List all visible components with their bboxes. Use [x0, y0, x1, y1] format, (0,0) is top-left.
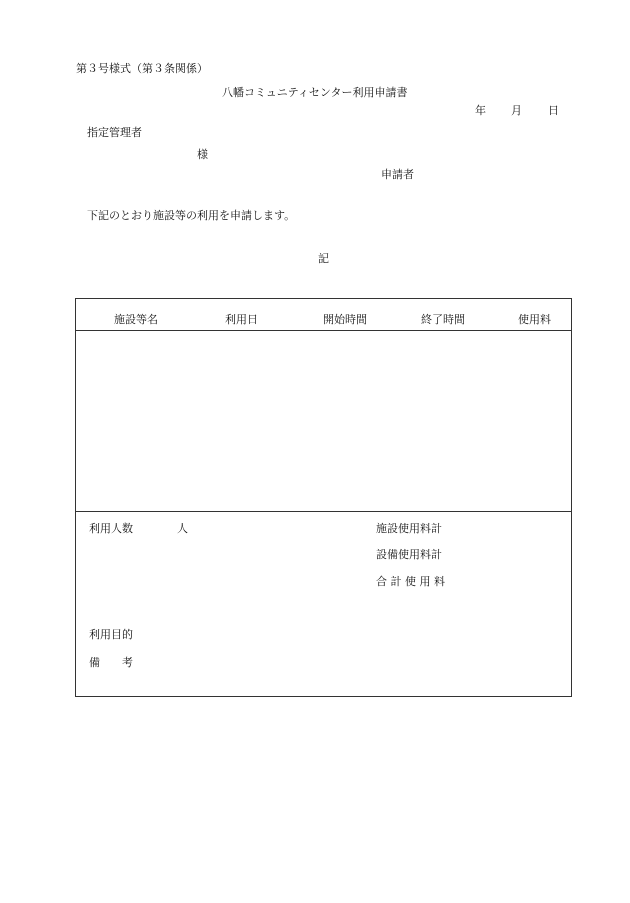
equipment-fee-total-label: 設備使用料計	[376, 548, 442, 561]
form-number: 第３号様式（第３条関係）	[76, 62, 208, 75]
application-table	[75, 298, 572, 697]
header-start-time: 開始時間	[323, 313, 367, 326]
date-day-label: 日	[548, 104, 559, 117]
document-title: 八幡コミュニティセンター利用申請書	[222, 86, 408, 99]
application-statement: 下記のとおり施設等の利用を申請します。	[87, 209, 296, 222]
header-end-time: 終了時間	[421, 313, 465, 326]
facility-fee-total-label: 施設使用料計	[376, 522, 442, 535]
ki-heading: 記	[318, 252, 329, 265]
date-month-label: 月	[511, 104, 522, 117]
number-of-users-label: 利用人数	[89, 522, 133, 535]
date-year-label: 年	[475, 104, 486, 117]
purpose-of-use-label: 利用目的	[89, 628, 133, 641]
total-fee-label: 合 計 使 用 料	[376, 575, 445, 588]
applicant-label: 申請者	[381, 168, 414, 181]
addressee-honorific: 様	[197, 148, 208, 161]
header-usage-fee: 使用料	[518, 313, 551, 326]
table-header-row	[76, 299, 571, 331]
table-entry-area[interactable]	[76, 331, 571, 512]
addressee-label: 指定管理者	[87, 126, 142, 139]
header-use-date: 利用日	[225, 313, 258, 326]
remarks-label: 備 考	[89, 656, 133, 669]
table-footer-section	[76, 512, 571, 696]
number-of-users-unit: 人	[177, 522, 188, 535]
header-facility-name: 施設等名	[114, 313, 158, 326]
